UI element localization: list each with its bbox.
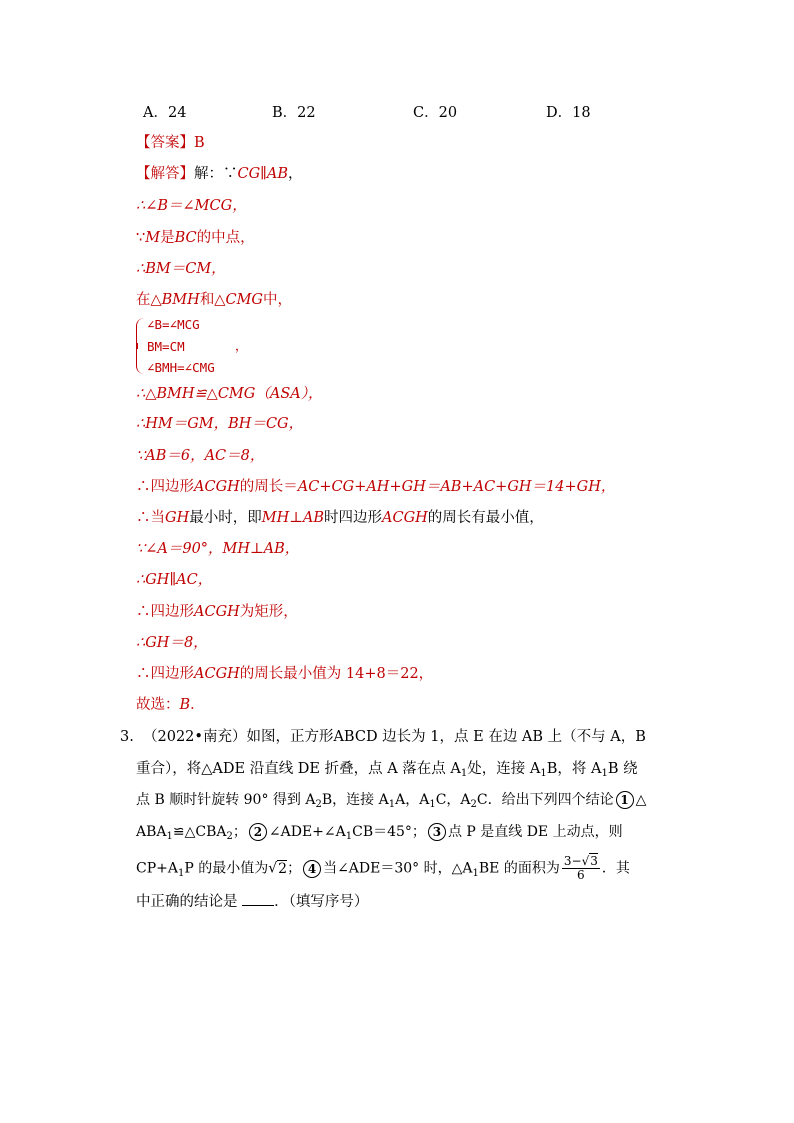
question-line-3: 点 B 顺时针旋转 90° 得到 $A_2B$，连接 $A_1A$，$A_1C$，$A_2C$．给出下列四个结论 1 △: [136, 792, 647, 810]
solution-line-11: ∴GH∥AC，: [136, 572, 213, 588]
answer-tag: 【答案】: [136, 135, 194, 151]
answer-value: B: [194, 135, 205, 151]
circled-number-3: 3: [428, 823, 446, 841]
solution-intro: 【解答】解：∵CG∥AB，: [136, 166, 303, 182]
solution-line-2: ∵M是BC的中点，: [136, 230, 255, 246]
question-number: 3.: [120, 729, 134, 745]
question-line-1: （2022•南充）如图，正方形ABCD 边长为 1，点 E 在边 AB 上（不与 A，B: [143, 729, 646, 745]
circled-number-2: 2: [249, 823, 267, 841]
question-line-6: 中正确的结论是 ．（填写序号）: [136, 891, 368, 912]
sqrt-two: 2: [278, 860, 288, 877]
system-line-2: BM=CM: [147, 339, 185, 354]
answer-blank[interactable]: [242, 891, 274, 906]
solution-line-4: 在△BMH和△CMG中，: [136, 292, 292, 308]
solution-line-3: ∴BM＝CM，: [136, 261, 226, 277]
solution-tag: 【解答】: [136, 166, 194, 182]
option-b: B．22: [272, 105, 316, 121]
solution-line-14: ∴四边形ACGH的周长最小值为 14+8＝22，: [136, 666, 434, 682]
solution-line-6: ∴HM＝GM，BH＝CG，: [136, 416, 304, 432]
solution-line-12: ∴四边形ACGH为矩形，: [136, 604, 298, 620]
option-c: C．20: [413, 105, 458, 121]
solution-line-15: 故选：B．: [136, 697, 205, 713]
solution-line-9: ∴当GH最小时，即MH⊥AB时四边形ACGH的周长有最小值，: [136, 510, 544, 526]
question-line-5: $CP+A_1P$ 的最小值为√2； 4 当∠ADE＝30° 时，$\triangle A_1BE$ 的面积为 $\frac{3-√3}{6}$ ．其: [136, 854, 630, 882]
solution-line-10: ∵∠A＝90°，MH⊥AB，: [136, 541, 300, 557]
circled-number-4: 4: [303, 860, 321, 878]
question-line-4: $ABA_1≌\triangle CBA_2$； 2 $\angle ADE+\angle A_1CB=45^\circ$； 3 点 P 是直线 DE 上动点，则: [136, 824, 623, 842]
solution-line-8: ∴四边形ACGH的周长＝AC+CG+AH+GH＝AB+AC+GH＝14+GH，: [136, 479, 616, 495]
circled-number-1: 1: [616, 791, 634, 809]
solution-line-7: ∵AB＝6，AC＝8，: [136, 448, 265, 464]
option-a: A．24: [143, 105, 187, 121]
option-d: D．18: [546, 105, 591, 121]
system-comma: ，: [235, 338, 248, 353]
solution-line-13: ∴GH＝8，: [136, 635, 208, 651]
system-line-3: ∠BMH=∠CMG: [147, 360, 215, 375]
solution-line-5: ∴△BMH≌△CMG（ASA），: [136, 386, 323, 402]
question-line-2: 重合），将△ADE 沿直线 DE 折叠，点 A 落在点 $A_1$处，连接 $A_1B$，将 $A_1B$ 绕: [136, 761, 638, 779]
solution-line-1: ∴∠B＝∠MCG，: [136, 198, 247, 214]
answer-line: [136, 133, 205, 153]
system-line-1: ∠B=∠MCG: [147, 317, 200, 332]
area-fraction: $\frac{3-√3}{6}$: [563, 854, 598, 882]
system-brace-tip: [132, 343, 138, 349]
